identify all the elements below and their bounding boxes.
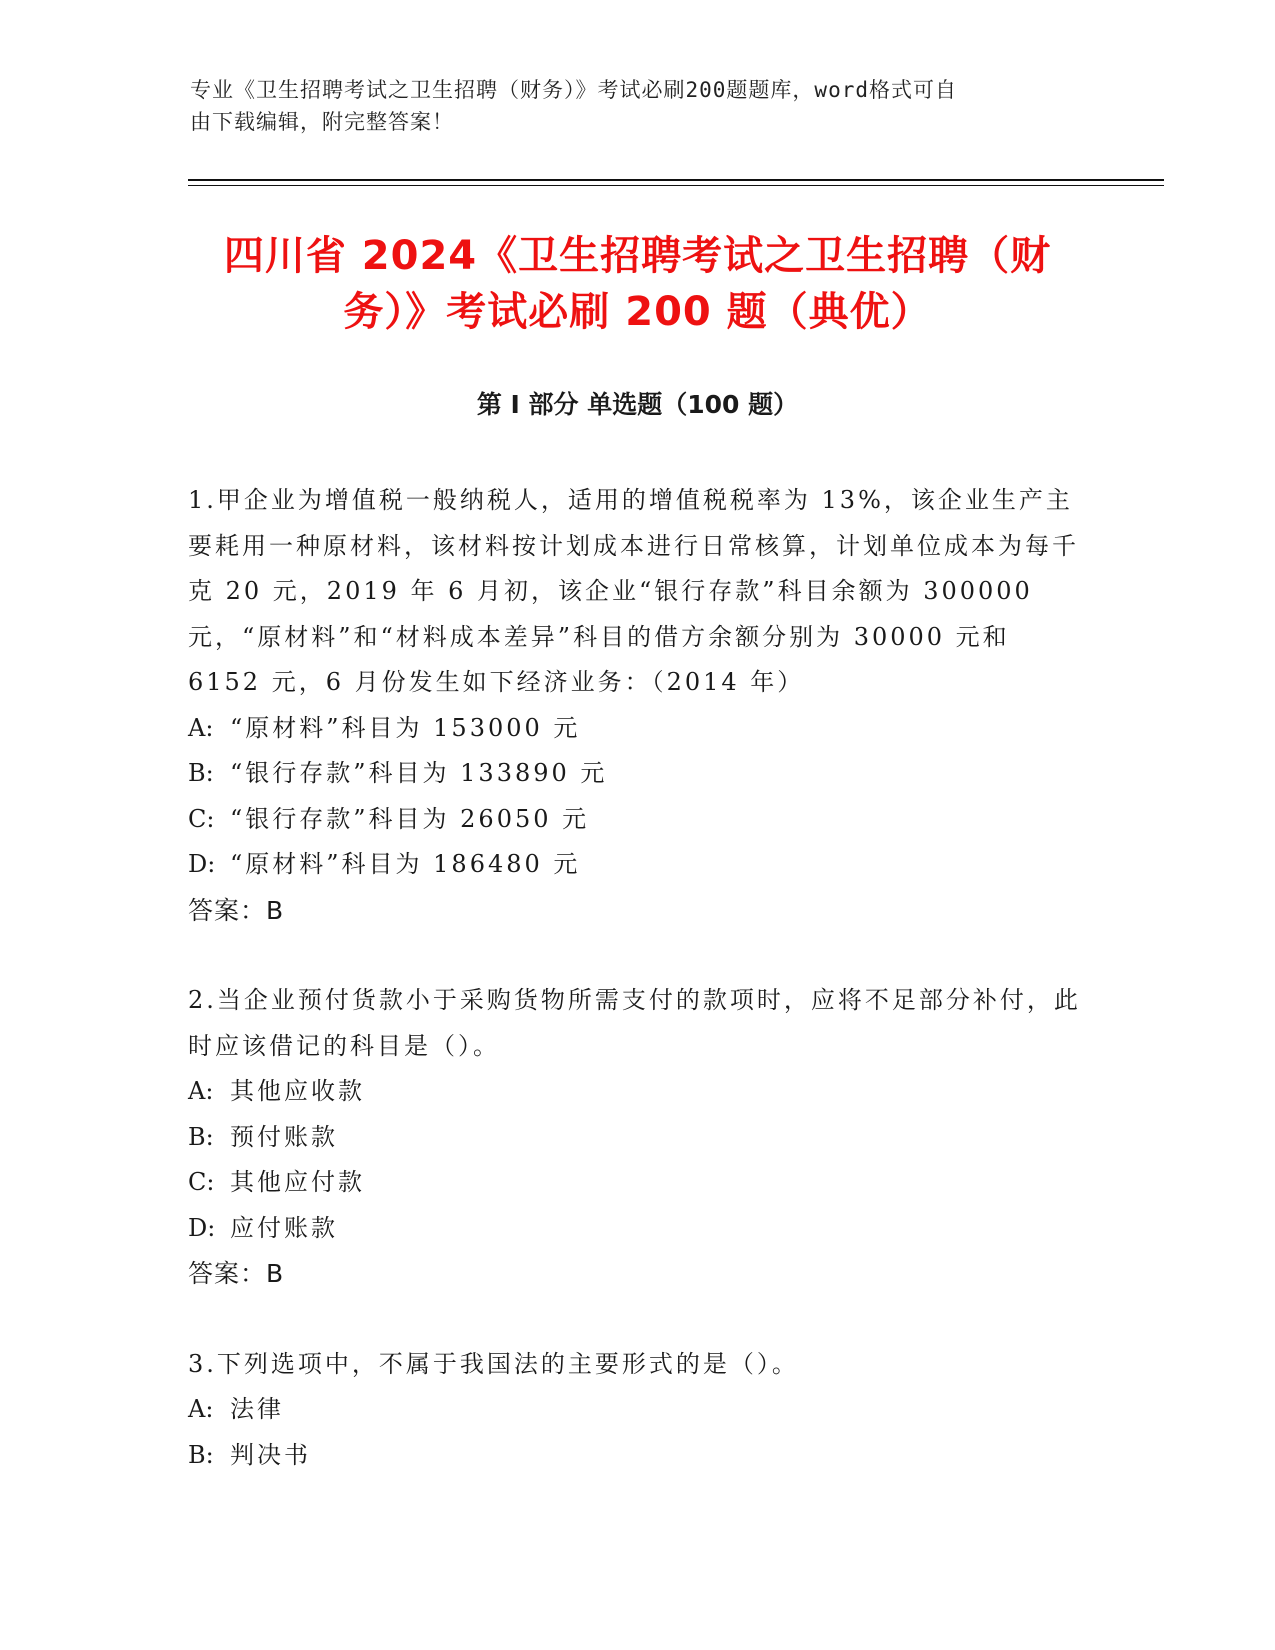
option-b (188, 1115, 1083, 1161)
option-d (188, 842, 1083, 888)
question-2 (188, 978, 1083, 1297)
option-text: “原材料”科目为 186480 元 (230, 850, 581, 878)
answer-line: 答案：B (188, 1259, 285, 1288)
header-rule-thick (188, 179, 1164, 181)
document-title-line-2: 务）》考试必刷 200 题（典优） (343, 289, 932, 335)
answer-line: 答案：B (188, 895, 285, 925)
header-note-line-1: 专业《卫生招聘考试之卫生招聘（财务）》考试必刷200题题库，word格式可自 (190, 78, 957, 102)
option-text: 应付账款 (230, 1213, 338, 1242)
section-heading: 第 I 部分 单选题（100 题） (476, 390, 799, 419)
option-b (188, 751, 1083, 797)
question-stem: 1.甲企业为增值税一般纳税人，适用的增值税税率为 13%，该企业生产主要耗用一种原材料，该材料按计划成本进行日常核算，计划单位成本为每千克 20 元，2019 年 6 月初，该企业“银行存款”科目余额为 300000 元，“原材料”和“材料成本差异”科目的借方余额分别为 30000 元和 6152 元，6 月份发生如下经济业务：（2014 年） (188, 486, 1079, 696)
option-letter: B: (188, 759, 214, 787)
option-b (188, 1433, 1083, 1479)
option-letter: A: (188, 1077, 214, 1105)
option-letter: A: (188, 713, 214, 742)
option-letter: C: (188, 804, 215, 833)
option-d (188, 1206, 1083, 1252)
option-letter: A: (188, 1395, 214, 1423)
option-text: “银行存款”科目为 26050 元 (230, 804, 590, 833)
question-stem: 3.下列选项中，不属于我国法的主要形式的是（）。 (188, 1349, 799, 1378)
document-title-line-1: 四川省 2024《卫生招聘考试之卫生招聘（财 (223, 233, 1052, 279)
question-1 (188, 478, 1083, 933)
document-title (150, 228, 1125, 340)
option-text: “原材料”科目为 153000 元 (230, 713, 581, 742)
option-text: 其他应付款 (230, 1168, 365, 1196)
option-text: 其他应收款 (230, 1077, 365, 1105)
option-a (188, 1387, 1083, 1433)
option-a (188, 1069, 1083, 1115)
question-stem: 2.当企业预付货款小于采购货物所需支付的款项时，应将不足部分补付，此时应该借记的科目是（）。 (188, 986, 1081, 1060)
option-text: 预付账款 (230, 1122, 338, 1151)
question-3 (188, 1342, 1083, 1479)
option-text: “银行存款”科目为 133890 元 (230, 759, 608, 787)
option-text: 判决书 (230, 1440, 311, 1469)
option-c (188, 1160, 1083, 1206)
header-note-line-2: 由下载编辑，附完整答案！ (190, 110, 454, 134)
header-rule-thin (188, 185, 1164, 186)
option-c (188, 797, 1083, 843)
option-letter: C: (188, 1168, 215, 1196)
option-letter: B: (188, 1122, 214, 1151)
option-letter: D: (188, 850, 216, 878)
option-text: 法律 (230, 1395, 284, 1423)
question-list (188, 478, 1083, 1478)
option-letter: B: (188, 1440, 214, 1469)
option-a (188, 706, 1083, 752)
option-letter: D: (188, 1213, 216, 1242)
header-note (190, 74, 1090, 138)
